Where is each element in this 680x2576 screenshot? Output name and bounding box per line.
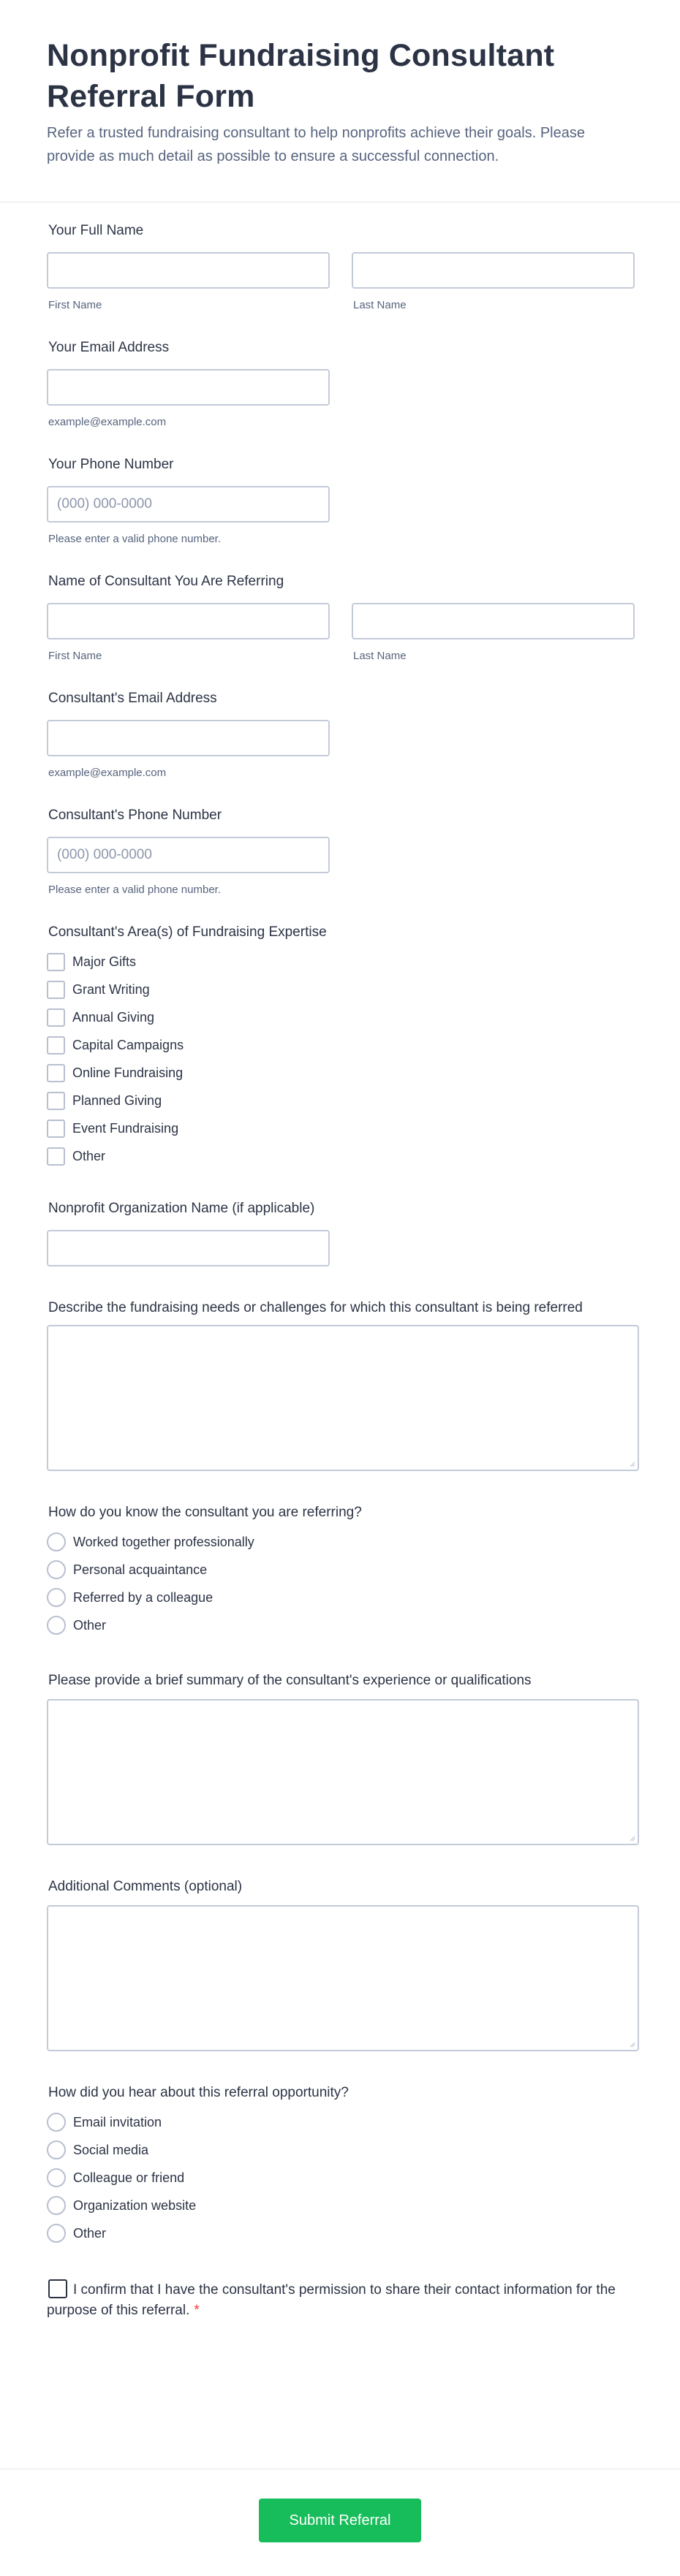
expertise-option[interactable]	[47, 1003, 639, 1031]
checkbox[interactable]	[47, 1008, 65, 1027]
relationship-option[interactable]	[47, 1611, 639, 1639]
your-full-name-question	[47, 221, 639, 312]
relationship-question	[47, 1503, 639, 1639]
expertise-option[interactable]	[47, 1142, 639, 1170]
consultant-phone-question	[47, 806, 639, 897]
permission-checkbox-row[interactable]	[47, 2279, 639, 2321]
your-phone-question	[47, 455, 639, 546]
referral-source-option[interactable]	[47, 2164, 639, 2192]
form-footer	[0, 2469, 680, 2542]
experience-summary-textarea[interactable]	[47, 1699, 639, 1845]
your-last-name-sublabel: Last Name	[353, 299, 407, 311]
referral-source-option[interactable]	[47, 2136, 639, 2164]
relationship-options	[47, 1528, 639, 1639]
checkbox[interactable]	[47, 1147, 65, 1166]
referral-source-option[interactable]	[47, 2192, 639, 2219]
your-full-name-label: Your Full Name	[48, 223, 144, 238]
resize-grip-icon[interactable]	[628, 1460, 635, 1467]
option-label: Online Fundraising	[72, 1065, 184, 1080]
checkbox[interactable]	[47, 1120, 65, 1138]
radio-button[interactable]	[47, 2168, 66, 2187]
radio-button[interactable]	[47, 1588, 66, 1607]
your-email-input[interactable]	[47, 369, 330, 406]
relationship-label: How do you know the consultant you are referring?	[48, 1505, 362, 1520]
consultant-last-name-sublabel: Last Name	[353, 650, 407, 662]
radio-button[interactable]	[47, 2140, 66, 2159]
option-label: Personal acquaintance	[73, 1562, 208, 1577]
expertise-option[interactable]	[47, 976, 639, 1003]
fundraising-needs-textarea[interactable]	[47, 1325, 639, 1471]
checkbox[interactable]	[47, 1036, 65, 1055]
consultant-first-name-input[interactable]	[47, 603, 330, 639]
permission-confirmation	[47, 2279, 639, 2321]
fundraising-needs-label: Describe the fundraising needs or challenges for which this consultant is being referred	[48, 1300, 583, 1315]
organization-name-question	[47, 1199, 639, 1266]
option-label: Event Fundraising	[72, 1120, 179, 1136]
your-phone-sublabel: Please enter a valid phone number.	[48, 533, 221, 545]
resize-grip-icon[interactable]	[628, 2040, 635, 2048]
your-email-sublabel: example@example.com	[48, 416, 167, 428]
relationship-option[interactable]	[47, 1556, 639, 1584]
permission-checkbox[interactable]	[48, 2279, 67, 2298]
consultant-last-name-input[interactable]	[352, 603, 635, 639]
form-title: Nonprofit Fundraising Consultant Referral Form	[47, 38, 555, 114]
consultant-phone-sublabel: Please enter a valid phone number.	[48, 884, 221, 896]
radio-button[interactable]	[47, 2113, 66, 2132]
option-label: Annual Giving	[72, 1009, 155, 1025]
checkbox[interactable]	[47, 953, 65, 971]
option-label: Worked together professionally	[73, 1534, 254, 1549]
relationship-option[interactable]	[47, 1528, 639, 1556]
your-last-name-input[interactable]	[352, 252, 635, 289]
expertise-option[interactable]	[47, 1059, 639, 1087]
additional-comments-label: Additional Comments (optional)	[48, 1879, 243, 1894]
option-label: Other	[73, 1617, 107, 1633]
option-label: Other	[73, 2225, 107, 2241]
experience-summary-question	[47, 1671, 639, 1845]
option-label: Referred by a colleague	[73, 1589, 214, 1605]
your-email-question	[47, 338, 639, 429]
required-mark: *	[194, 2303, 200, 2318]
consultant-first-name-sublabel: First Name	[48, 650, 102, 662]
checkbox[interactable]	[47, 1092, 65, 1110]
resize-grip-icon[interactable]	[628, 1834, 635, 1842]
expertise-option[interactable]	[47, 1114, 639, 1142]
checkbox[interactable]	[47, 1064, 65, 1082]
additional-comments-textarea[interactable]	[47, 1905, 639, 2051]
your-phone-input[interactable]	[47, 486, 330, 523]
expertise-option[interactable]	[47, 948, 639, 976]
option-label: Capital Campaigns	[72, 1037, 184, 1052]
your-phone-label: Your Phone Number	[48, 457, 174, 472]
referral-source-option[interactable]	[47, 2219, 639, 2247]
form-header	[0, 0, 680, 202]
option-label: Other	[72, 1148, 106, 1163]
fundraising-needs-question	[47, 1299, 639, 1471]
consultant-email-sublabel: example@example.com	[48, 767, 167, 779]
option-label: Colleague or friend	[73, 2170, 185, 2185]
consultant-phone-input[interactable]	[47, 837, 330, 873]
additional-comments-question	[47, 1877, 639, 2051]
organization-name-label: Nonprofit Organization Name (if applicable)	[48, 1201, 315, 1216]
checkbox[interactable]	[47, 981, 65, 999]
consultant-name-label: Name of Consultant You Are Referring	[48, 574, 284, 589]
experience-summary-label: Please provide a brief summary of the consultant's experience or qualifications	[48, 1673, 532, 1688]
expertise-question	[47, 923, 639, 1170]
consultant-email-label: Consultant's Email Address	[48, 691, 217, 706]
option-label: Major Gifts	[72, 954, 137, 969]
radio-button[interactable]	[47, 1616, 66, 1635]
your-first-name-input[interactable]	[47, 252, 330, 289]
organization-name-input[interactable]	[47, 1230, 330, 1266]
form-body	[0, 202, 680, 2321]
form-description: Refer a trusted fundraising consultant to help nonprofits achieve their goals. Please provide as much detail as possible to ensure a successful connection.	[47, 125, 585, 164]
referral-source-label: How did you hear about this referral opportunity?	[48, 2085, 349, 2100]
consultant-phone-label: Consultant's Phone Number	[48, 808, 222, 823]
expertise-options	[47, 948, 639, 1170]
option-label: Organization website	[73, 2197, 197, 2213]
your-email-label: Your Email Address	[48, 340, 170, 355]
submit-button[interactable]: Submit Referral	[259, 2499, 421, 2542]
radio-button[interactable]	[47, 1560, 66, 1579]
option-label: Email invitation	[73, 2114, 162, 2129]
radio-button[interactable]	[47, 1532, 66, 1551]
consultant-email-question	[47, 689, 639, 780]
option-label: Social media	[73, 2142, 149, 2157]
consultant-email-input[interactable]	[47, 720, 330, 756]
radio-button[interactable]	[47, 2196, 66, 2215]
expertise-label: Consultant's Area(s) of Fundraising Expertise	[48, 924, 327, 940]
permission-text: I confirm that I have the consultant's permission to share their contact information for the purpose of this referral.	[47, 2282, 616, 2318]
consultant-name-question	[47, 572, 639, 663]
radio-button[interactable]	[47, 2224, 66, 2243]
your-first-name-sublabel: First Name	[48, 299, 102, 311]
expertise-option[interactable]	[47, 1087, 639, 1114]
option-label: Planned Giving	[72, 1093, 162, 1108]
option-label: Grant Writing	[72, 981, 150, 997]
relationship-option[interactable]	[47, 1584, 639, 1611]
referral-source-question	[47, 2083, 639, 2247]
referral-source-options	[47, 2108, 639, 2247]
expertise-option[interactable]	[47, 1031, 639, 1059]
referral-source-option[interactable]	[47, 2108, 639, 2136]
